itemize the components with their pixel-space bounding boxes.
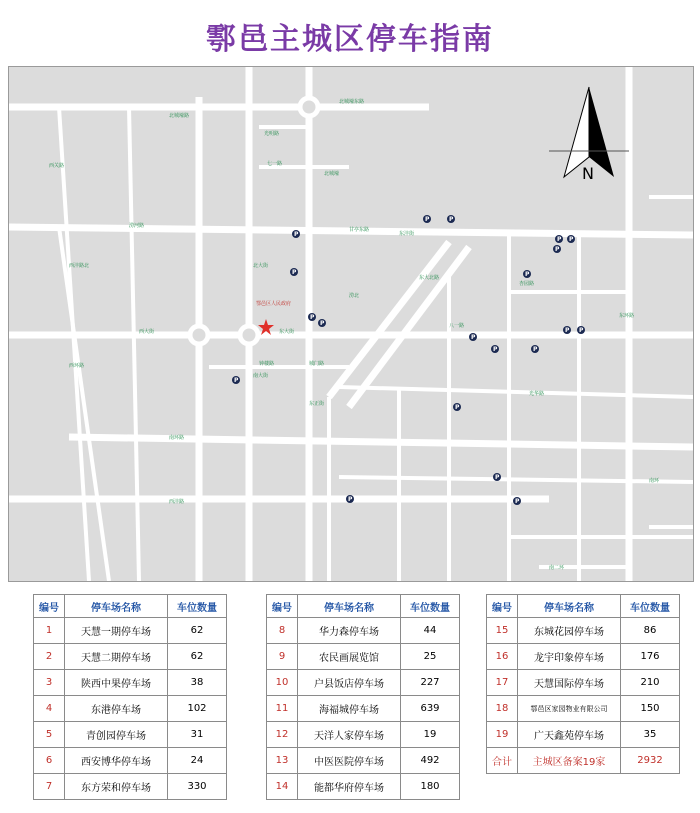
header-num: 编号 [487, 595, 518, 618]
parking-marker[interactable] [290, 268, 298, 276]
landmark-label: 鄠邑区人民政府 [256, 301, 292, 307]
road-label: 西沣路 [169, 499, 185, 505]
parking-marker[interactable] [423, 215, 431, 223]
svg-text:P: P [310, 314, 315, 321]
svg-text:P: P [292, 269, 297, 276]
svg-text:P: P [515, 498, 520, 505]
parking-marker[interactable] [346, 495, 354, 503]
parking-marker[interactable] [553, 245, 561, 253]
road-label: 东正街 [309, 401, 325, 407]
svg-text:P: P [495, 474, 500, 481]
road-label: 八一路 [449, 323, 465, 329]
table-row: 5 青创园停车场 31 [34, 722, 227, 748]
table-row: 6 西安博华停车场 24 [34, 748, 227, 774]
svg-text:P: P [555, 246, 560, 253]
road-label: 涝河路 [129, 223, 145, 229]
table-row: 3 陕西中果停车场 38 [34, 670, 227, 696]
svg-text:P: P [493, 346, 498, 353]
parking-marker[interactable] [318, 319, 326, 327]
table-total-row: 合计 主城区备案19家 2932 [487, 748, 680, 774]
parking-marker[interactable] [555, 235, 563, 243]
road-label: 南环 [649, 478, 660, 484]
svg-text:P: P [449, 216, 454, 223]
table-row: 8 华力森停车场 44 [267, 618, 460, 644]
svg-text:P: P [234, 377, 239, 384]
parking-marker[interactable] [567, 235, 575, 243]
road-label: 甘亭东路 [349, 227, 370, 233]
road-label: 北大街 [253, 263, 269, 269]
table-row: 9 农民画展览馆 25 [267, 644, 460, 670]
svg-text:P: P [455, 404, 460, 411]
parking-table-1 [33, 594, 227, 800]
road-label: 西沣路北 [69, 263, 90, 269]
table-row: 10 户县饭店停车场 227 [267, 670, 460, 696]
table-row: 11 海福城停车场 639 [267, 696, 460, 722]
road-label: 城门路 [309, 361, 325, 367]
header-count: 车位数量 [401, 595, 460, 618]
city-map[interactable] [8, 66, 694, 582]
header-name: 停车场名称 [518, 595, 621, 618]
parking-marker[interactable] [453, 403, 461, 411]
table-row: 12 天洋人家停车场 19 [267, 722, 460, 748]
svg-text:P: P [425, 216, 430, 223]
parking-marker[interactable] [493, 473, 501, 481]
parking-marker[interactable] [577, 326, 585, 334]
header-name: 停车场名称 [65, 595, 168, 618]
road-label: 北城壕 [324, 171, 340, 177]
table-row: 17 天慧国际停车场 210 [487, 670, 680, 696]
parking-table-2 [266, 594, 460, 800]
road-label: 光明路 [264, 131, 280, 137]
svg-text:P: P [565, 327, 570, 334]
header-num: 编号 [267, 595, 298, 618]
table-row: 1 天慧一期停车场 62 [34, 618, 227, 644]
table-row: 19 广天鑫苑停车场 35 [487, 722, 680, 748]
map-canvas [9, 67, 693, 581]
road-label: 钟楼路 [259, 361, 275, 367]
parking-marker[interactable] [292, 230, 300, 238]
road-label: 东大北路 [419, 275, 440, 281]
header-num: 编号 [34, 595, 65, 618]
parking-marker[interactable] [447, 215, 455, 223]
road-label: 南二环 [549, 565, 565, 571]
svg-text:P: P [525, 271, 530, 278]
road-label: 南环路 [169, 435, 185, 441]
road-label: 七一路 [267, 161, 283, 167]
parking-marker[interactable] [232, 376, 240, 384]
parking-marker[interactable] [513, 497, 521, 505]
parking-marker[interactable] [469, 333, 477, 341]
road-label: 北城壕路 [169, 113, 190, 119]
page-title: 鄠邑主城区停车指南 [206, 22, 494, 57]
table-row: 18 鄠邑区家园物业有限公司 150 [487, 696, 680, 722]
svg-text:P: P [320, 320, 325, 327]
svg-text:P: P [569, 236, 574, 243]
road-label: 西环路 [69, 363, 85, 369]
header-name: 停车场名称 [298, 595, 401, 618]
svg-text:P: P [579, 327, 584, 334]
road-label: 西关路 [49, 163, 65, 169]
table-row: 16 龙宇印象停车场 176 [487, 644, 680, 670]
table-row: 2 天慧二期停车场 62 [34, 644, 227, 670]
road-label: 杏园路 [519, 281, 535, 287]
road-label: 涝北 [349, 293, 360, 299]
road-label: 南大街 [253, 373, 269, 379]
svg-text:P: P [557, 236, 562, 243]
parking-marker[interactable] [491, 345, 499, 353]
svg-text:P: P [533, 346, 538, 353]
table-row: 15 东城花园停车场 86 [487, 618, 680, 644]
parking-table-3 [486, 594, 680, 774]
table-row: 13 中医医院停车场 492 [267, 748, 460, 774]
parking-marker[interactable] [563, 326, 571, 334]
north-label: N [582, 164, 594, 183]
header-count: 车位数量 [168, 595, 227, 618]
header-count: 车位数量 [621, 595, 680, 618]
table-row: 7 东方荣和停车场 330 [34, 774, 227, 800]
road-label: 东环路 [619, 313, 635, 319]
parking-marker[interactable] [308, 313, 316, 321]
road-label: 东沣街 [399, 231, 415, 237]
road-label: 北城壕东路 [339, 99, 365, 105]
svg-text:P: P [471, 334, 476, 341]
table-row: 14 能都华府停车场 180 [267, 774, 460, 800]
svg-text:P: P [294, 231, 299, 238]
road-label: 光华路 [529, 391, 545, 397]
svg-text:P: P [348, 496, 353, 503]
parking-marker[interactable] [523, 270, 531, 278]
road-label: 东大街 [279, 329, 295, 335]
parking-marker[interactable] [531, 345, 539, 353]
table-row: 4 东港停车场 102 [34, 696, 227, 722]
road-label: 西大街 [139, 329, 155, 335]
